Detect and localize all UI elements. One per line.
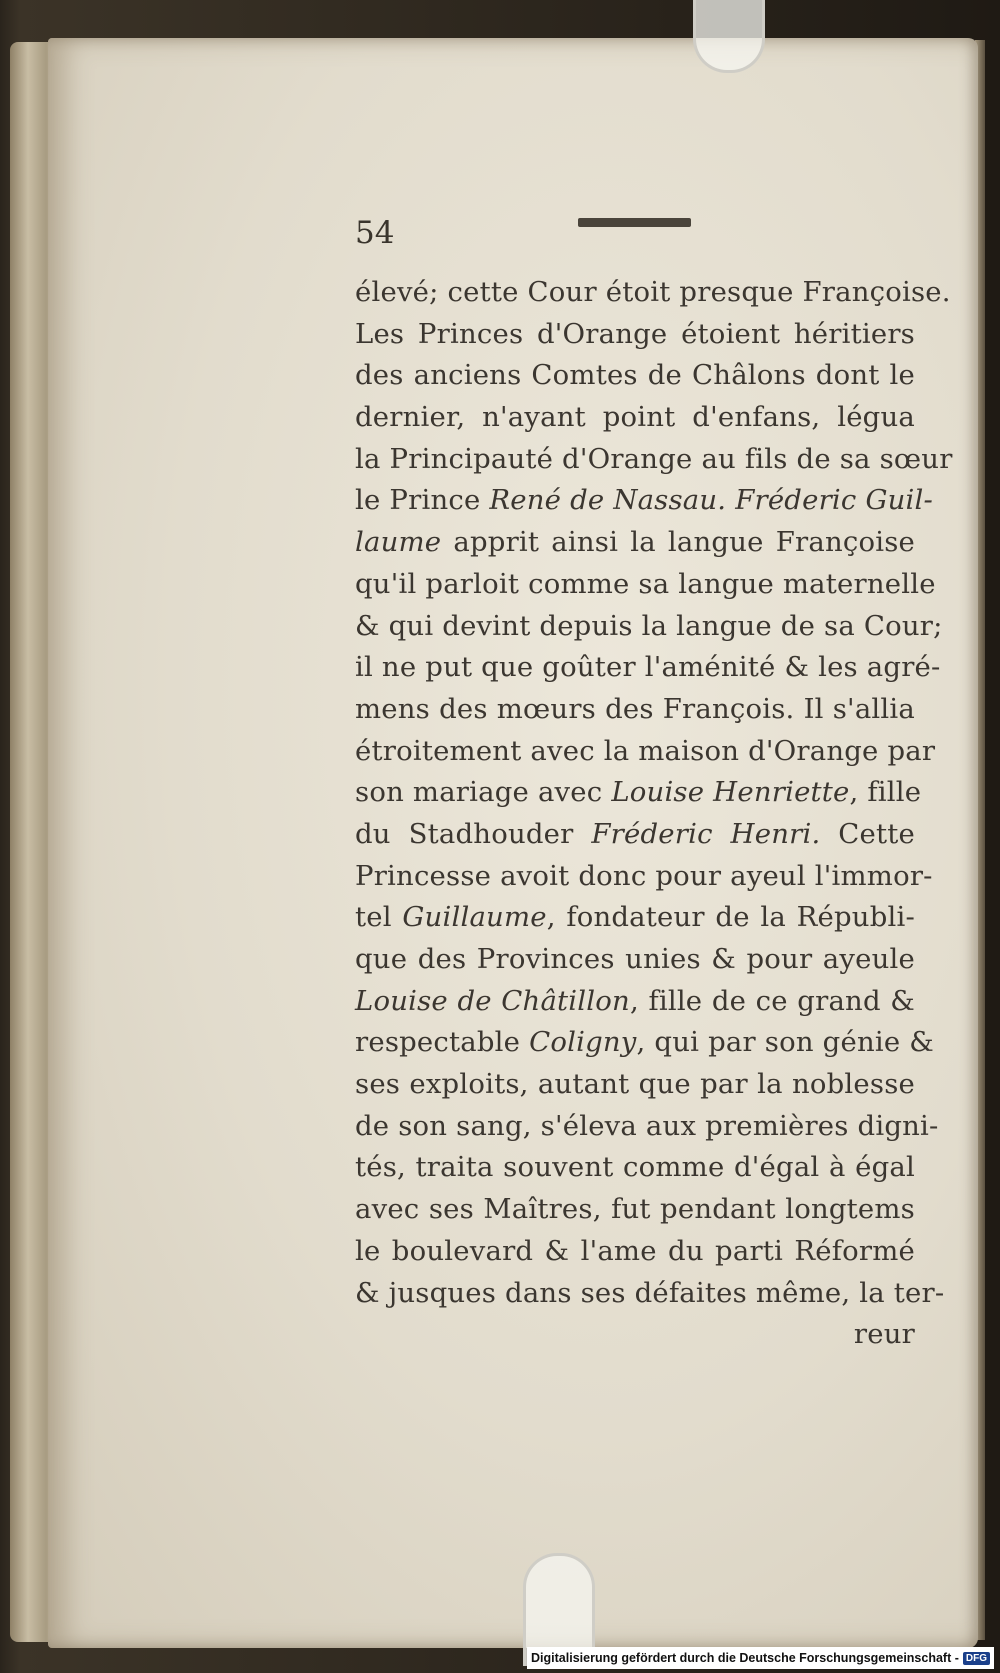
text-line (355, 1147, 915, 1189)
text-segment: il ne put que goûter l'aménité & les agré- (355, 651, 941, 684)
text-line (355, 1273, 945, 1315)
text-segment: du Stadhouder (355, 817, 592, 850)
text-segment (726, 484, 735, 516)
text-segment: son mariage avec (355, 776, 612, 809)
text-segment: ses exploits, autant que par la noblesse (355, 1068, 915, 1101)
text-segment: & qui devint depuis la langue de sa Cour; (355, 609, 943, 642)
italic-text: laume (355, 526, 442, 559)
text-line (355, 564, 936, 606)
text-line (355, 1231, 915, 1273)
footer-credit-text: Digitalisierung gefördert durch die Deutsche Forschungsgemeinschaft - (531, 1651, 959, 1665)
text-line (355, 1064, 915, 1106)
text-line (355, 272, 951, 314)
italic-text: Fréderic Guil- (735, 484, 934, 517)
text-line (355, 981, 915, 1023)
text-segment: Cette (820, 817, 915, 850)
text-segment: Les Princes d'Orange étoient héritiers (355, 317, 915, 350)
text-segment: avec ses Maîtres, fut pendant longtems (355, 1193, 915, 1226)
text-segment: mens des mœurs des François. Il s'allia (355, 692, 915, 725)
text-segment: des anciens Comtes de Châlons dont le (355, 359, 915, 392)
text-segment: , fondateur de la Républi- (546, 901, 915, 934)
text-segment: étroitement avec la maison d'Orange par (355, 734, 936, 767)
italic-text: Fréderic Henri. (591, 817, 821, 850)
text-line (355, 1314, 915, 1356)
text-line (355, 1189, 915, 1231)
body-text (355, 272, 953, 1356)
text-segment: , qui par son génie & (636, 1026, 934, 1059)
text-line (355, 939, 915, 981)
text-segment: Princesse avoit donc pour ayeul l'immor- (355, 859, 933, 892)
italic-text: Coligny (529, 1026, 637, 1059)
text-line (355, 814, 915, 856)
dfg-logo: DFG (963, 1652, 990, 1665)
text-segment: qu'il parloit comme sa langue maternelle (355, 567, 936, 600)
text-segment: la Principauté d'Orange au fils de sa sœur (355, 442, 953, 475)
text-segment: , fille de ce grand & (629, 984, 915, 1017)
text-line (355, 772, 922, 814)
text-line (355, 897, 915, 939)
text-line (355, 439, 953, 481)
page-number: 54 (355, 215, 395, 251)
text-line (355, 355, 915, 397)
text-line (355, 1022, 934, 1064)
header-rule (578, 218, 691, 227)
text-line (355, 856, 933, 898)
text-segment: , fille (849, 776, 922, 809)
text-line (355, 731, 936, 773)
text-line (355, 689, 915, 731)
text-line (355, 647, 941, 689)
text-line (355, 522, 915, 564)
text-line (355, 480, 934, 522)
text-segment: que des Provinces unies & pour ayeule (355, 943, 915, 975)
top-clip (693, 0, 765, 73)
text-segment: apprit ainsi la langue Françoise (441, 526, 915, 559)
text-segment: le Prince (355, 484, 490, 517)
text-segment: dernier, n'ayant point d'enfans, légua (355, 401, 915, 434)
text-segment: reur (853, 1318, 915, 1351)
text-line (355, 606, 943, 648)
text-line (355, 1106, 939, 1148)
text-line (355, 314, 915, 356)
text-segment: le boulevard & l'ame du parti Réformé (355, 1234, 915, 1267)
italic-text: Guillaume (402, 901, 547, 934)
text-segment: tel (355, 901, 403, 934)
italic-text: Louise Henriette (611, 776, 850, 809)
text-segment: élevé; cette Cour étoit presque Françoise. (355, 276, 951, 308)
text-segment: & jusques dans ses défaites même, la ter- (355, 1276, 945, 1309)
text-line (355, 397, 915, 439)
text-segment: respectable (355, 1026, 530, 1059)
footer-credit (527, 1647, 994, 1669)
italic-text: Louise de Châtillon (355, 984, 630, 1017)
text-segment: de son sang, s'éleva aux premières digni- (355, 1109, 939, 1142)
italic-text: René de Nassau. (489, 484, 727, 517)
text-segment: tés, traita souvent comme d'égal à égal (355, 1151, 915, 1184)
